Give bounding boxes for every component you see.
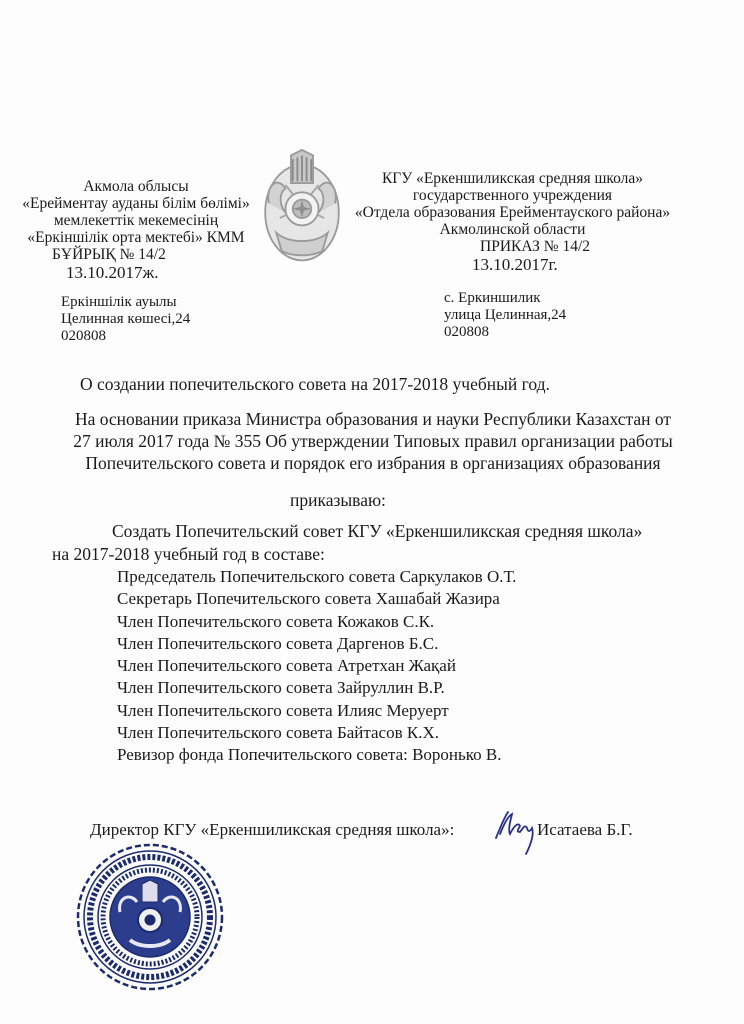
address-russian	[444, 290, 566, 341]
member-chairman: Председатель Попечительского совета Саркулаков О.Т.	[117, 567, 517, 586]
header-kz-line: Акмола облысы	[83, 178, 189, 195]
state-emblem-icon	[256, 143, 348, 271]
order-date-ru: 13.10.2017г.	[472, 255, 558, 274]
order-date-kz: 13.10.2017ж.	[66, 263, 159, 282]
basis-line: На основании приказа Министра образования и науки Республики Казахстан от	[74, 409, 672, 429]
address-kz-postcode: 020808	[61, 328, 106, 344]
header-kz-line: «Ерейментау ауданы білім бөлімі»	[22, 195, 250, 212]
basis-paragraph	[40, 408, 706, 474]
member-secretary: Секретарь Попечительского совета Хашабай Жазира	[117, 589, 500, 609]
header-ru-line: Акмолинской области	[439, 221, 586, 238]
director-name: Исатаева Б.Г.	[537, 820, 633, 839]
basis-line: 27 июля 2017 года № 355 Об утверждении Типовых правил организации работы	[73, 431, 673, 451]
address-kazakh	[61, 294, 190, 345]
order-number-ru: ПРИКАЗ № 14/2	[480, 238, 591, 255]
address-ru-street: улица Целинная,24	[444, 307, 567, 323]
header-russian	[345, 170, 680, 273]
list-item: Член Попечительского совета Байтасов К.Х.	[117, 723, 439, 743]
header-kz-line: мемлекеттік мекемесінің	[53, 212, 219, 229]
order-number-kz: БҰЙРЫҚ № 14/2	[52, 246, 166, 263]
create-line-2: на 2017-2018 учебный год в составе:	[52, 544, 325, 564]
round-seal-stamp-icon	[75, 842, 225, 992]
members-list	[117, 566, 516, 767]
address-kz-village: Еркіншілік ауылы	[61, 294, 177, 310]
header-kz-line: «Еркіншілік орта мектебі» КММ	[27, 229, 245, 246]
header-ru-line: государственного учреждения	[412, 187, 613, 204]
create-line-1: Создать Попечительский совет КГУ «Еркеншиликская средняя школа»	[112, 521, 643, 541]
header-kazakh	[22, 178, 250, 281]
address-ru-postcode: 020808	[444, 324, 489, 340]
director-label: Директор КГУ «Еркеншиликская средняя школа»:	[90, 820, 455, 839]
list-item: Член Попечительского совета Зайруллин В.Р.	[117, 678, 445, 698]
list-item: Член Попечительского совета Илияс Меруерт	[117, 700, 449, 720]
address-ru-village: с. Еркиншилик	[444, 290, 541, 306]
decree-word: приказываю:	[290, 490, 386, 510]
header-ru-line: КГУ «Еркеншиликская средняя школа»	[381, 170, 644, 187]
basis-line: Попечительского совета и порядок его избрания в организациях образования	[85, 453, 661, 473]
header-ru-line: «Отдела образования Ерейментауского района»	[354, 204, 671, 221]
member-auditor: Ревизор фонда Попечительского совета: Воронько В.	[117, 745, 502, 765]
address-kz-street: Целинная көшесі,24	[61, 311, 191, 327]
list-item: Член Попечительского совета Кожаков С.К.	[117, 611, 435, 631]
list-item: Член Попечительского совета Атретхан Жақай	[117, 656, 456, 676]
list-item: Член Попечительского совета Даргенов Б.С.	[117, 633, 439, 653]
document-title: О создании попечительского совета на 2017-2018 учебный год.	[80, 374, 550, 394]
